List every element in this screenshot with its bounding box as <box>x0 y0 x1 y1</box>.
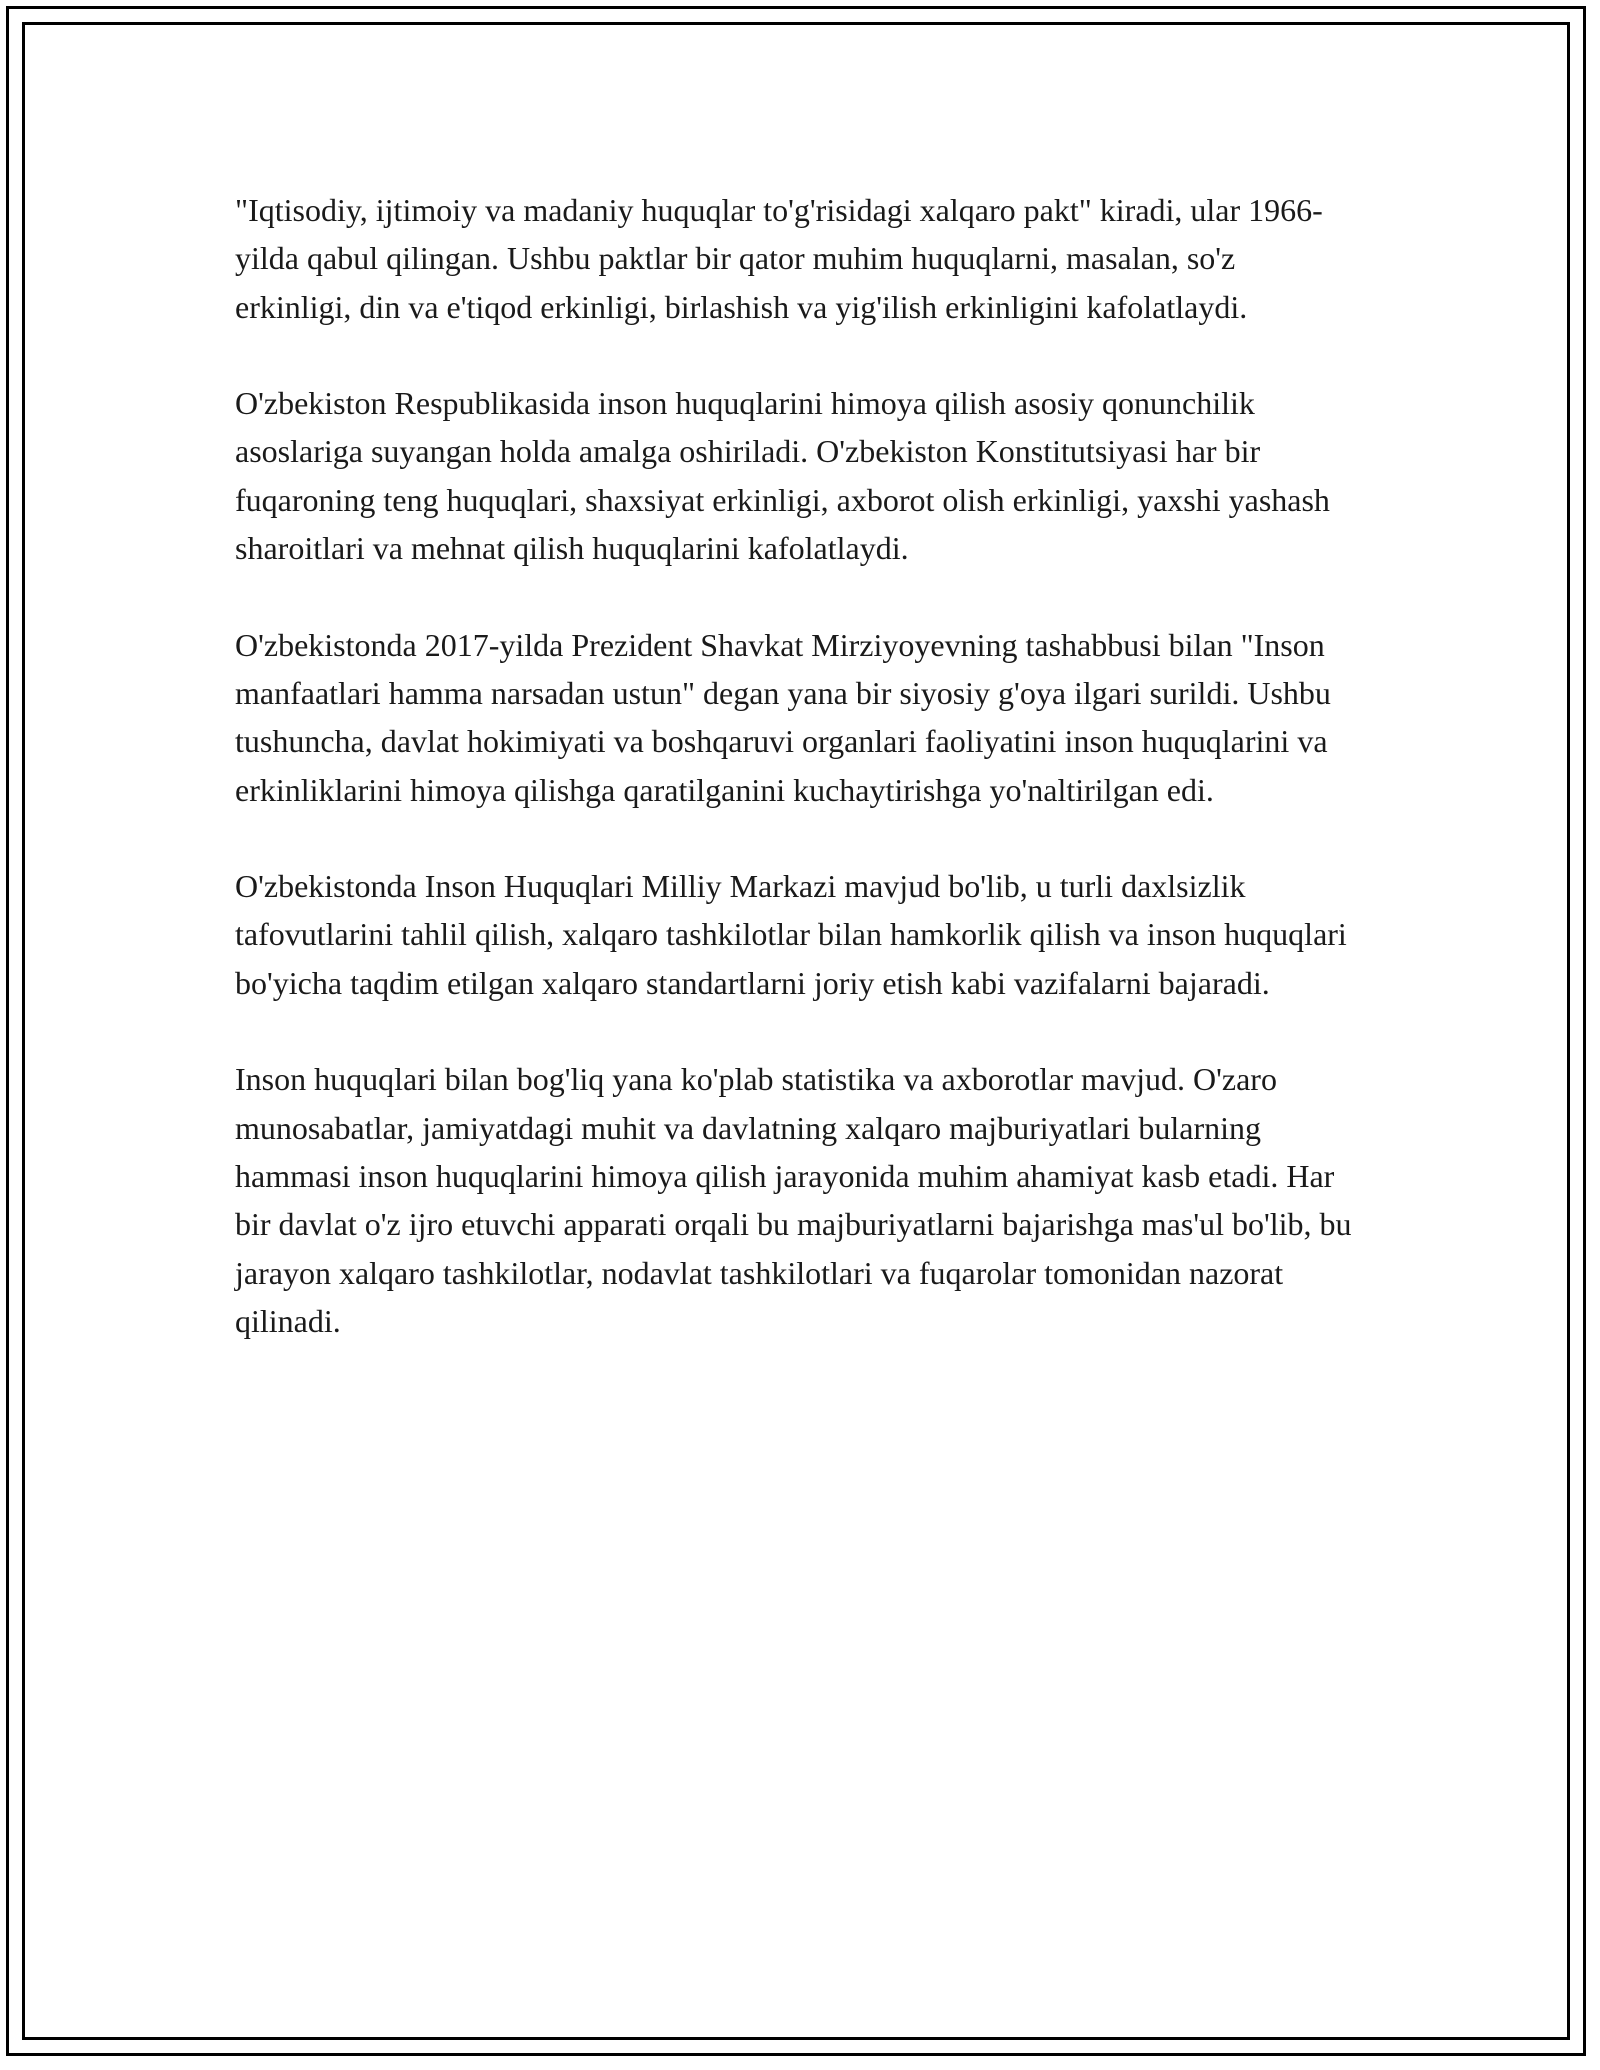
paragraph-2: O'zbekiston Respublikasida inson huquqlarini himoya qilish asosiy qonunchilik asoslariga suyangan holda amalga oshiriladi. O'zbekiston Konstitutsiyasi har bir fuqaroning teng huquqlari, shaxsiyat erkinligi, axborot olish erkinligi, yaxshi yashash sharoitlari va mehnat qilish huquqlarini kafolatlaydi. <box>235 385 1330 567</box>
paragraph-5: Inson huquqlari bilan bog'liq yana ko'plab statistika va axborotlar mavjud. O'zaro munosabatlar, jamiyatdagi muhit va davlatning xalqaro majburiyatlari bularning hammasi inson huquqlarini himoya qilish jarayonida muhim ahamiyat kasb etadi. Har bir davlat o'z ijro etuvchi apparati orqali bu majburiyatlarni bajarishga mas'ul bo'lib, bu jarayon xalqaro tashkilotlar, nodavlat tashkilotlari va fuqarolar tomonidan nazorat qilinadi. <box>235 1061 1352 1339</box>
document-body <box>235 186 1355 1393</box>
paragraph-4: O'zbekistonda Inson Huquqlari Milliy Markazi mavjud bo'lib, u turli daxlsizlik tafovutlarini tahlil qilish, xalqaro tashkilotlar bilan hamkorlik qilish va inson huquqlari bo'yicha taqdim etilgan xalqaro standartlarni joriy etish kabi vazifalarni bajaradi. <box>235 868 1347 1001</box>
paragraph-1: "Iqtisodiy, ijtimoiy va madaniy huquqlar to'g'risidagi xalqaro pakt" kiradi, ular 1966-yilda qabul qilingan. Ushbu paktlar bir qator muhim huquqlarni, masalan, so'z erkinligi, din va e'tiqod erkinligi, birlashish va yig'ilish erkinligini kafolatlaydi. <box>235 192 1323 325</box>
paragraph-3: O'zbekistonda 2017-yilda Prezident Shavkat Mirziyoyevning tashabbusi bilan "Inson manfaatlari hamma narsadan ustun" degan yana bir siyosiy g'oya ilgari surildi. Ushbu tushuncha, davlat hokimiyati va boshqaruvi organlari faoliyatini inson huquqlarini va erkinliklarini himoya qilishga qaratilganini kuchaytirishga yo'naltirilgan edi. <box>235 626 1331 808</box>
